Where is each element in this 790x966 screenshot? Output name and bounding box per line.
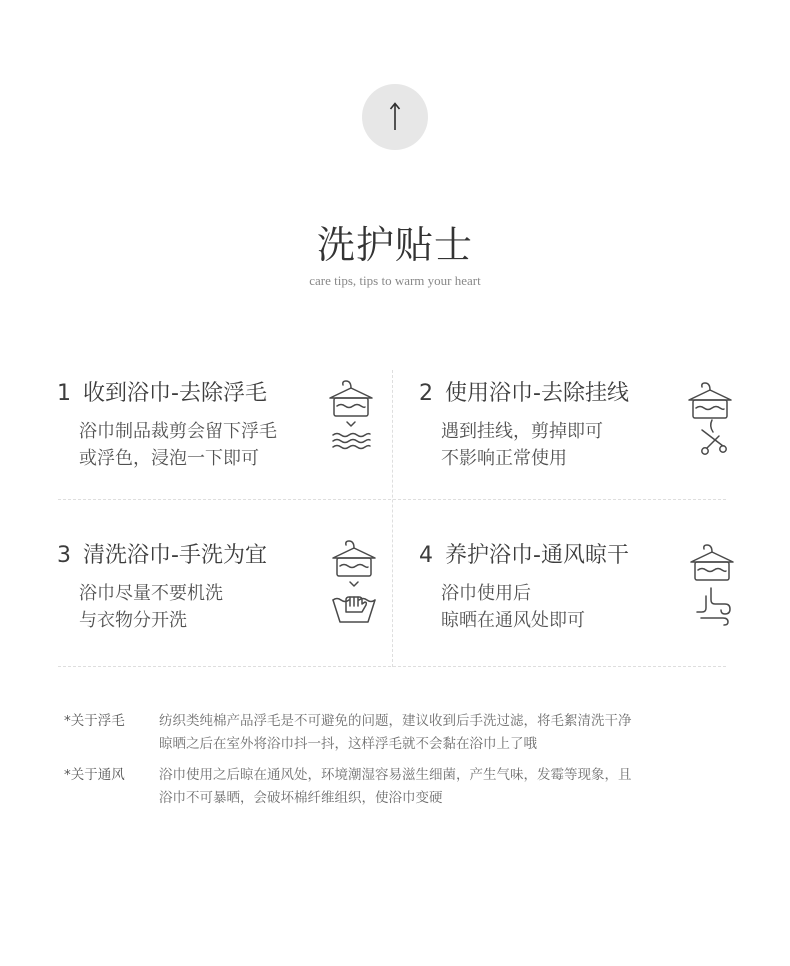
note-item — [64, 764, 734, 810]
tip-description-line: 或浮色，浸泡一下即可 — [79, 448, 259, 469]
tip-description-line: 不影响正常使用 — [441, 448, 567, 469]
note-text-line: 纺织类纯棉产品浮毛是不可避免的问题，建议收到后手洗过滤，将毛絮清洗干净 — [159, 713, 632, 729]
page-title: 洗护贴士 — [316, 223, 473, 267]
tip-title: 清洗浴巾-手洗为宜 — [83, 543, 267, 568]
tip-description — [79, 418, 277, 472]
tip-heading — [57, 542, 267, 570]
tip-number: 2 — [419, 381, 433, 406]
tip-description-line: 晾晒在通风处即可 — [441, 610, 585, 631]
grid-divider-vertical — [392, 370, 393, 667]
note-label: *关于通风 — [64, 767, 125, 783]
note-text — [159, 764, 734, 810]
tip-title: 使用浴巾-去除挂线 — [445, 381, 629, 406]
arrow-up-icon — [362, 84, 428, 150]
note-item — [64, 710, 734, 756]
tip-description — [441, 580, 585, 634]
tip-heading — [419, 542, 629, 570]
tip-heading — [419, 380, 629, 408]
tip-title: 养护浴巾-通风晾干 — [445, 543, 629, 568]
tip-number: 1 — [57, 381, 71, 406]
tip-description — [79, 580, 223, 634]
towel-soak-icon — [326, 378, 376, 456]
grid-divider-horizontal — [58, 666, 726, 667]
note-text-line: 浴巾不可暴晒，会破坏棉纤维组织，使浴巾变硬 — [159, 790, 443, 806]
tip-description — [441, 418, 603, 472]
towel-scissors-icon — [685, 380, 735, 460]
note-text-line: 浴巾使用之后晾在通风处，环境潮湿容易滋生细菌，产生气味，发霉等现象，且 — [159, 767, 632, 783]
tip-description-line: 遇到挂线，剪掉即可 — [441, 421, 603, 442]
note-text — [159, 710, 734, 756]
tip-description-line: 浴巾尽量不要机洗 — [79, 583, 223, 604]
grid-divider-horizontal — [58, 499, 726, 500]
tip-description-line: 与衣物分开洗 — [79, 610, 187, 631]
scroll-to-top-button[interactable] — [362, 84, 428, 150]
page-subtitle: care tips, tips to warm your heart — [309, 273, 481, 288]
tip-description-line: 浴巾使用后 — [441, 583, 531, 604]
towel-handwash-icon — [329, 538, 379, 628]
note-text-line: 晾晒之后在室外将浴巾抖一抖，这样浮毛就不会黏在浴巾上了哦 — [159, 736, 537, 752]
towel-wind-icon — [687, 542, 737, 626]
tip-title: 收到浴巾-去除浮毛 — [83, 381, 267, 406]
notes-section — [64, 710, 734, 818]
tip-description-line: 浴巾制品裁剪会留下浮毛 — [79, 421, 277, 442]
tip-heading — [57, 380, 267, 408]
tip-number: 3 — [57, 543, 71, 568]
tip-number: 4 — [419, 543, 433, 568]
note-label: *关于浮毛 — [64, 713, 125, 729]
